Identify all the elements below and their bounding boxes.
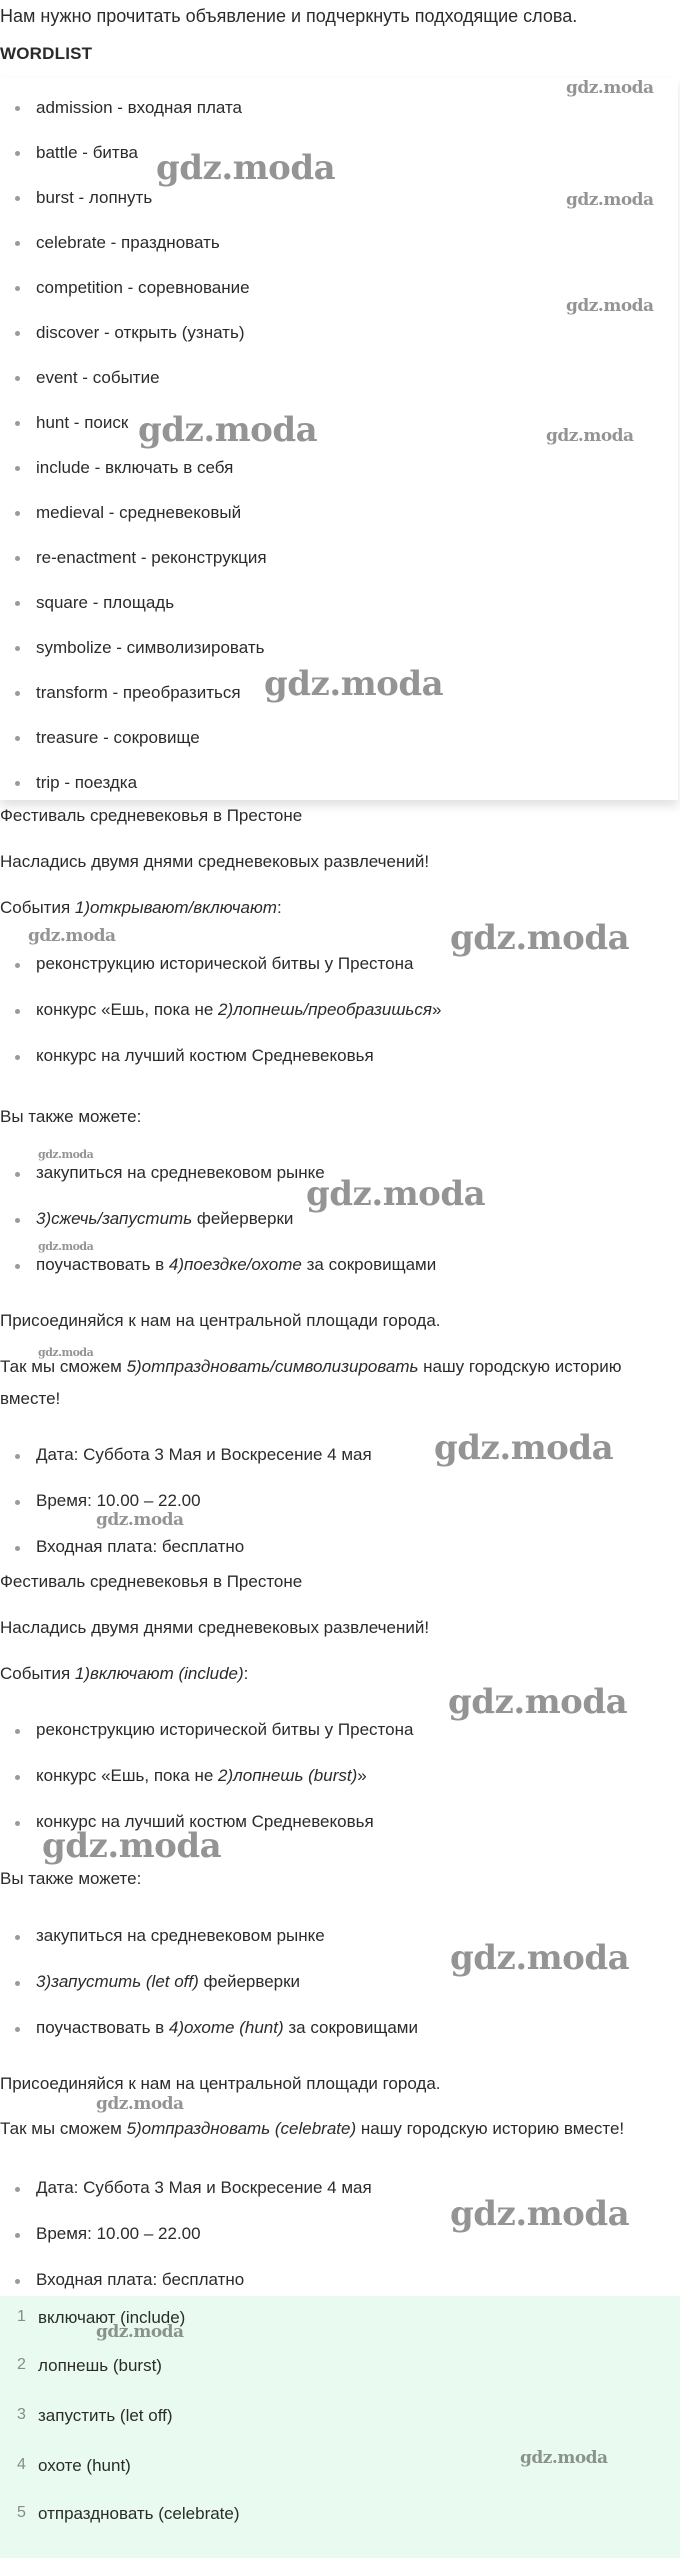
text2-celebrate-line: Так мы сможем 5)отпраздновать (celebrate) нашу городскую историю вместе!: [0, 2119, 625, 2138]
bullet-icon: [15, 2027, 20, 2032]
watermark: gdz.moda: [546, 426, 634, 446]
text1-subtitle: Насладись двумя днями средневековых развлечений!: [0, 852, 430, 871]
text1-admission: Входная плата: бесплатно: [36, 1537, 245, 1556]
answers-list: 1 включают (include) 2 лопнешь (burst) 3 запустить (let off) 4 охоте (hunt) 5 отпраздновать (celebrate): [0, 2296, 680, 2558]
text1-events-line: События 1)открывают/включают:: [0, 898, 282, 917]
bullet-icon: [15, 646, 20, 651]
bullet-icon: [15, 2233, 20, 2238]
text2-subtitle: Насладись двумя днями средневековых развлечений!: [0, 1618, 430, 1637]
bullet-icon: [15, 1775, 20, 1780]
watermark: gdz.moda: [566, 296, 654, 316]
bullet-icon: [15, 1546, 20, 1551]
bullet-icon: [15, 1264, 20, 1269]
text2-also-fireworks: 3)запустить (let off) фейерверки: [36, 1972, 301, 1991]
watermark: gdz.moda: [96, 2094, 184, 2114]
bullet-icon: [15, 376, 20, 381]
watermark: gdz.moda: [28, 926, 116, 946]
bullet-icon: [15, 421, 20, 426]
bullet-icon: [15, 691, 20, 696]
text1-item-contest: конкурс «Ешь, пока не 2)лопнешь/преобразишься»: [36, 1000, 442, 1019]
text2-admission: Входная плата: бесплатно: [36, 2270, 245, 2289]
bullet-icon: [15, 601, 20, 606]
text1-join: Присоединяйся к нам на центральной площади города.: [0, 1311, 441, 1330]
text1-time: Время: 10.00 – 22.00: [36, 1491, 201, 1510]
bullet-icon: [15, 241, 20, 246]
bullet-icon: [15, 196, 20, 201]
watermark: gdz.moda: [448, 1682, 628, 1722]
watermark: gdz.moda: [450, 1938, 630, 1978]
bullet-icon: [15, 1055, 20, 1060]
watermark: gdz.moda: [264, 664, 444, 704]
text2-title: Фестиваль средневековья в Престоне: [0, 1572, 303, 1591]
bullet-icon: [15, 1500, 20, 1505]
bullet-icon: [15, 556, 20, 561]
text2-also-treasure: поучаствовать в 4)охоте (hunt) за сокровищами: [36, 2018, 418, 2037]
bullet-icon: [15, 1821, 20, 1826]
text2-also-market: закупиться на средневековом рынке: [36, 1926, 325, 1945]
bullet-icon: [15, 781, 20, 786]
text1-celebrate-line: Так мы сможем 5)отпраздновать/символизировать нашу городскую историю: [0, 1357, 622, 1376]
watermark: gdz.moda: [156, 148, 336, 188]
watermark: gdz.moda: [42, 1826, 222, 1866]
watermark: gdz.moda: [138, 410, 318, 450]
bullet-icon: [15, 1981, 20, 1986]
text1-also-market: закупиться на средневековом рынке: [36, 1163, 325, 1182]
wordlist-title: WORDLIST: [0, 44, 93, 63]
bullet-icon: [15, 151, 20, 156]
watermark: gdz.moda: [96, 1510, 184, 1530]
watermark: gdz.moda: [306, 1174, 486, 1214]
text2-item-battle: реконструкцию исторической битвы у Престона: [36, 1720, 414, 1739]
text2-also: Вы также можете:: [0, 1869, 142, 1888]
bullet-icon: [15, 1172, 20, 1177]
text1-title: Фестиваль средневековья в Престоне: [0, 806, 303, 825]
watermark: gdz.moda: [434, 1428, 614, 1468]
bullet-icon: [15, 1935, 20, 1940]
bullet-icon: [15, 106, 20, 111]
bullet-icon: [15, 1009, 20, 1014]
bullet-icon: [15, 963, 20, 968]
watermark: gdz.moda: [38, 1346, 94, 1359]
bullet-icon: [15, 466, 20, 471]
watermark: gdz.moda: [566, 78, 654, 98]
wordlist-list: admission - входная плата battle - битва burst - лопнуть celebrate - праздновать competition - соревнование discover - открыть (узнать) event - событие hunt - поиск include - включать в себя medieval - средневековый re-enactment - реконструкция square - площадь symbolize - символизировать transform - преобразиться treasure - сокровище trip - поездка: [0, 78, 678, 800]
bullet-icon: [15, 2279, 20, 2284]
text1-date: Дата: Суббота 3 Мая и Воскресение 4 мая: [36, 1445, 372, 1464]
watermark: gdz.moda: [450, 918, 630, 958]
bullet-icon: [15, 511, 20, 516]
bullet-icon: [15, 1218, 20, 1223]
bullet-icon: [15, 331, 20, 336]
watermark: gdz.moda: [38, 1148, 94, 1161]
text2-item-costume: конкурс на лучший костюм Средневековья: [36, 1812, 374, 1831]
watermark: gdz.moda: [566, 190, 654, 210]
watermark: gdz.moda: [450, 2194, 630, 2234]
text2-item-contest: конкурс «Ешь, пока не 2)лопнешь (burst)»: [36, 1766, 367, 1785]
text2-join: Присоединяйся к нам на центральной площади города.: [0, 2074, 441, 2093]
bullet-icon: [15, 736, 20, 741]
text1-item-battle: реконструкцию исторической битвы у Престона: [36, 954, 414, 973]
bullet-icon: [15, 2187, 20, 2192]
bullet-icon: [15, 1729, 20, 1734]
text1-item-costume: конкурс на лучший костюм Средневековья: [36, 1046, 374, 1065]
text1-also: Вы также можете:: [0, 1107, 142, 1126]
text1-celebrate-line2: вместе!: [0, 1389, 61, 1408]
text2-events-line: События 1)включают (include):: [0, 1664, 249, 1683]
text1-also-treasure: поучаствовать в 4)поездке/охоте за сокровищами: [36, 1255, 437, 1274]
bullet-icon: [15, 1454, 20, 1459]
watermark: gdz.moda: [520, 2448, 608, 2468]
text2-time: Время: 10.00 – 22.00: [36, 2224, 201, 2243]
intro-text: Нам нужно прочитать объявление и подчеркнуть подходящие слова.: [0, 6, 578, 26]
text2-date: Дата: Суббота 3 Мая и Воскресение 4 мая: [36, 2178, 372, 2197]
watermark: gdz.moda: [96, 2322, 184, 2342]
watermark: gdz.moda: [38, 1240, 94, 1253]
bullet-icon: [15, 286, 20, 291]
text1-also-fireworks: 3)сжечь/запустить фейерверки: [36, 1209, 294, 1228]
